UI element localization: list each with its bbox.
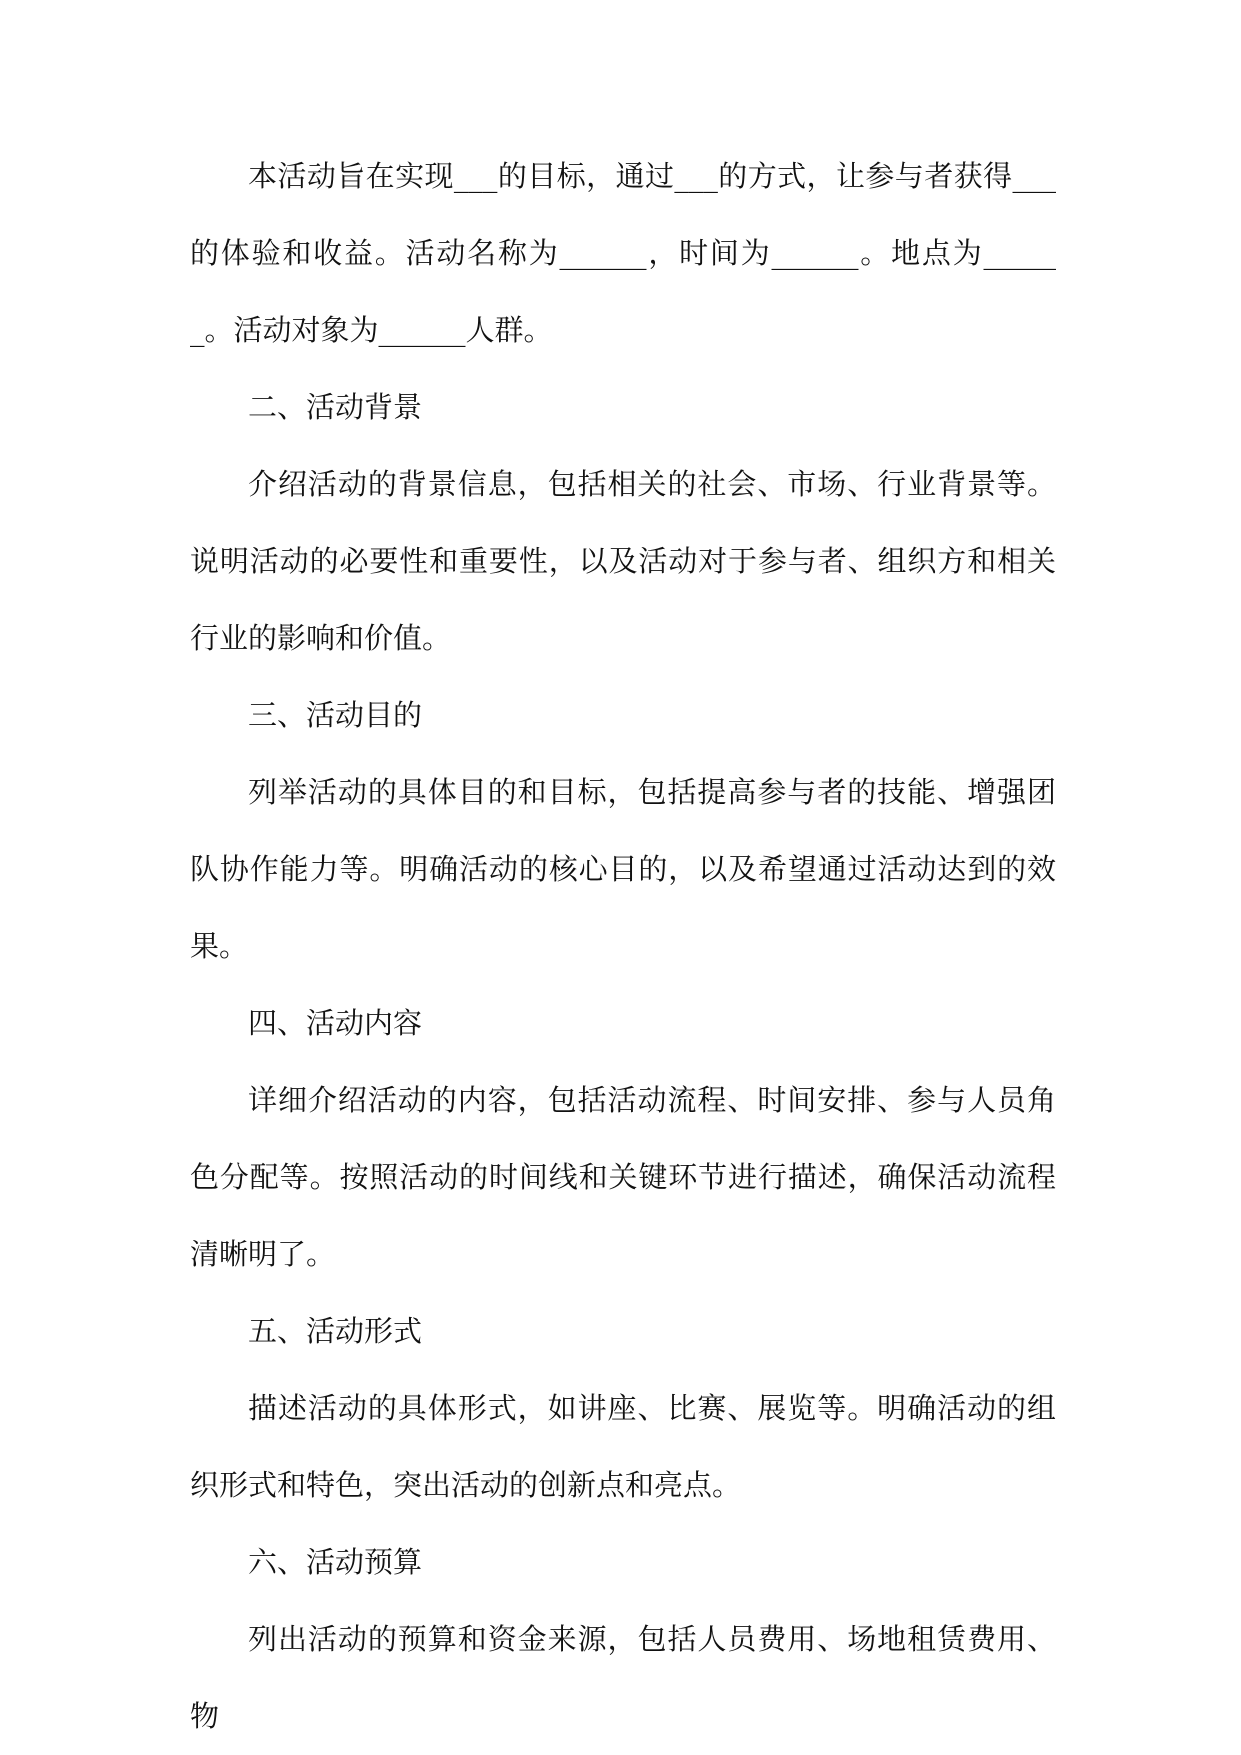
heading-purpose: 三、活动目的 — [248, 698, 423, 732]
heading-budget: 六、活动预算 — [248, 1545, 423, 1579]
intro-paragraph: 本活动旨在实现___的目标，通过___的方式，让参与者获得___的体验和收益。活动名称为______，时间为______。地点为______。活动对象为______人群。 — [190, 159, 1056, 347]
document-body — [190, 138, 1056, 1755]
paragraph-budget: 列出活动的预算和资金来源，包括人员费用、场地租赁费用、物 — [190, 1622, 1056, 1733]
paragraph-purpose: 列举活动的具体目的和目标，包括提高参与者的技能、增强团队协作能力等。明确活动的核心目的，以及希望通过活动达到的效果。 — [190, 775, 1056, 963]
heading-format: 五、活动形式 — [248, 1314, 423, 1348]
paragraph-format: 描述活动的具体形式，如讲座、比赛、展览等。明确活动的组织形式和特色，突出活动的创新点和亮点。 — [190, 1391, 1056, 1502]
paragraph-background: 介绍活动的背景信息，包括相关的社会、市场、行业背景等。说明活动的必要性和重要性，以及活动对于参与者、组织方和相关行业的影响和价值。 — [190, 467, 1056, 655]
heading-content: 四、活动内容 — [248, 1006, 423, 1040]
paragraph-content: 详细介绍活动的内容，包括活动流程、时间安排、参与人员角色分配等。按照活动的时间线和关键环节进行描述，确保活动流程清晰明了。 — [190, 1083, 1056, 1271]
heading-background: 二、活动背景 — [248, 390, 423, 424]
